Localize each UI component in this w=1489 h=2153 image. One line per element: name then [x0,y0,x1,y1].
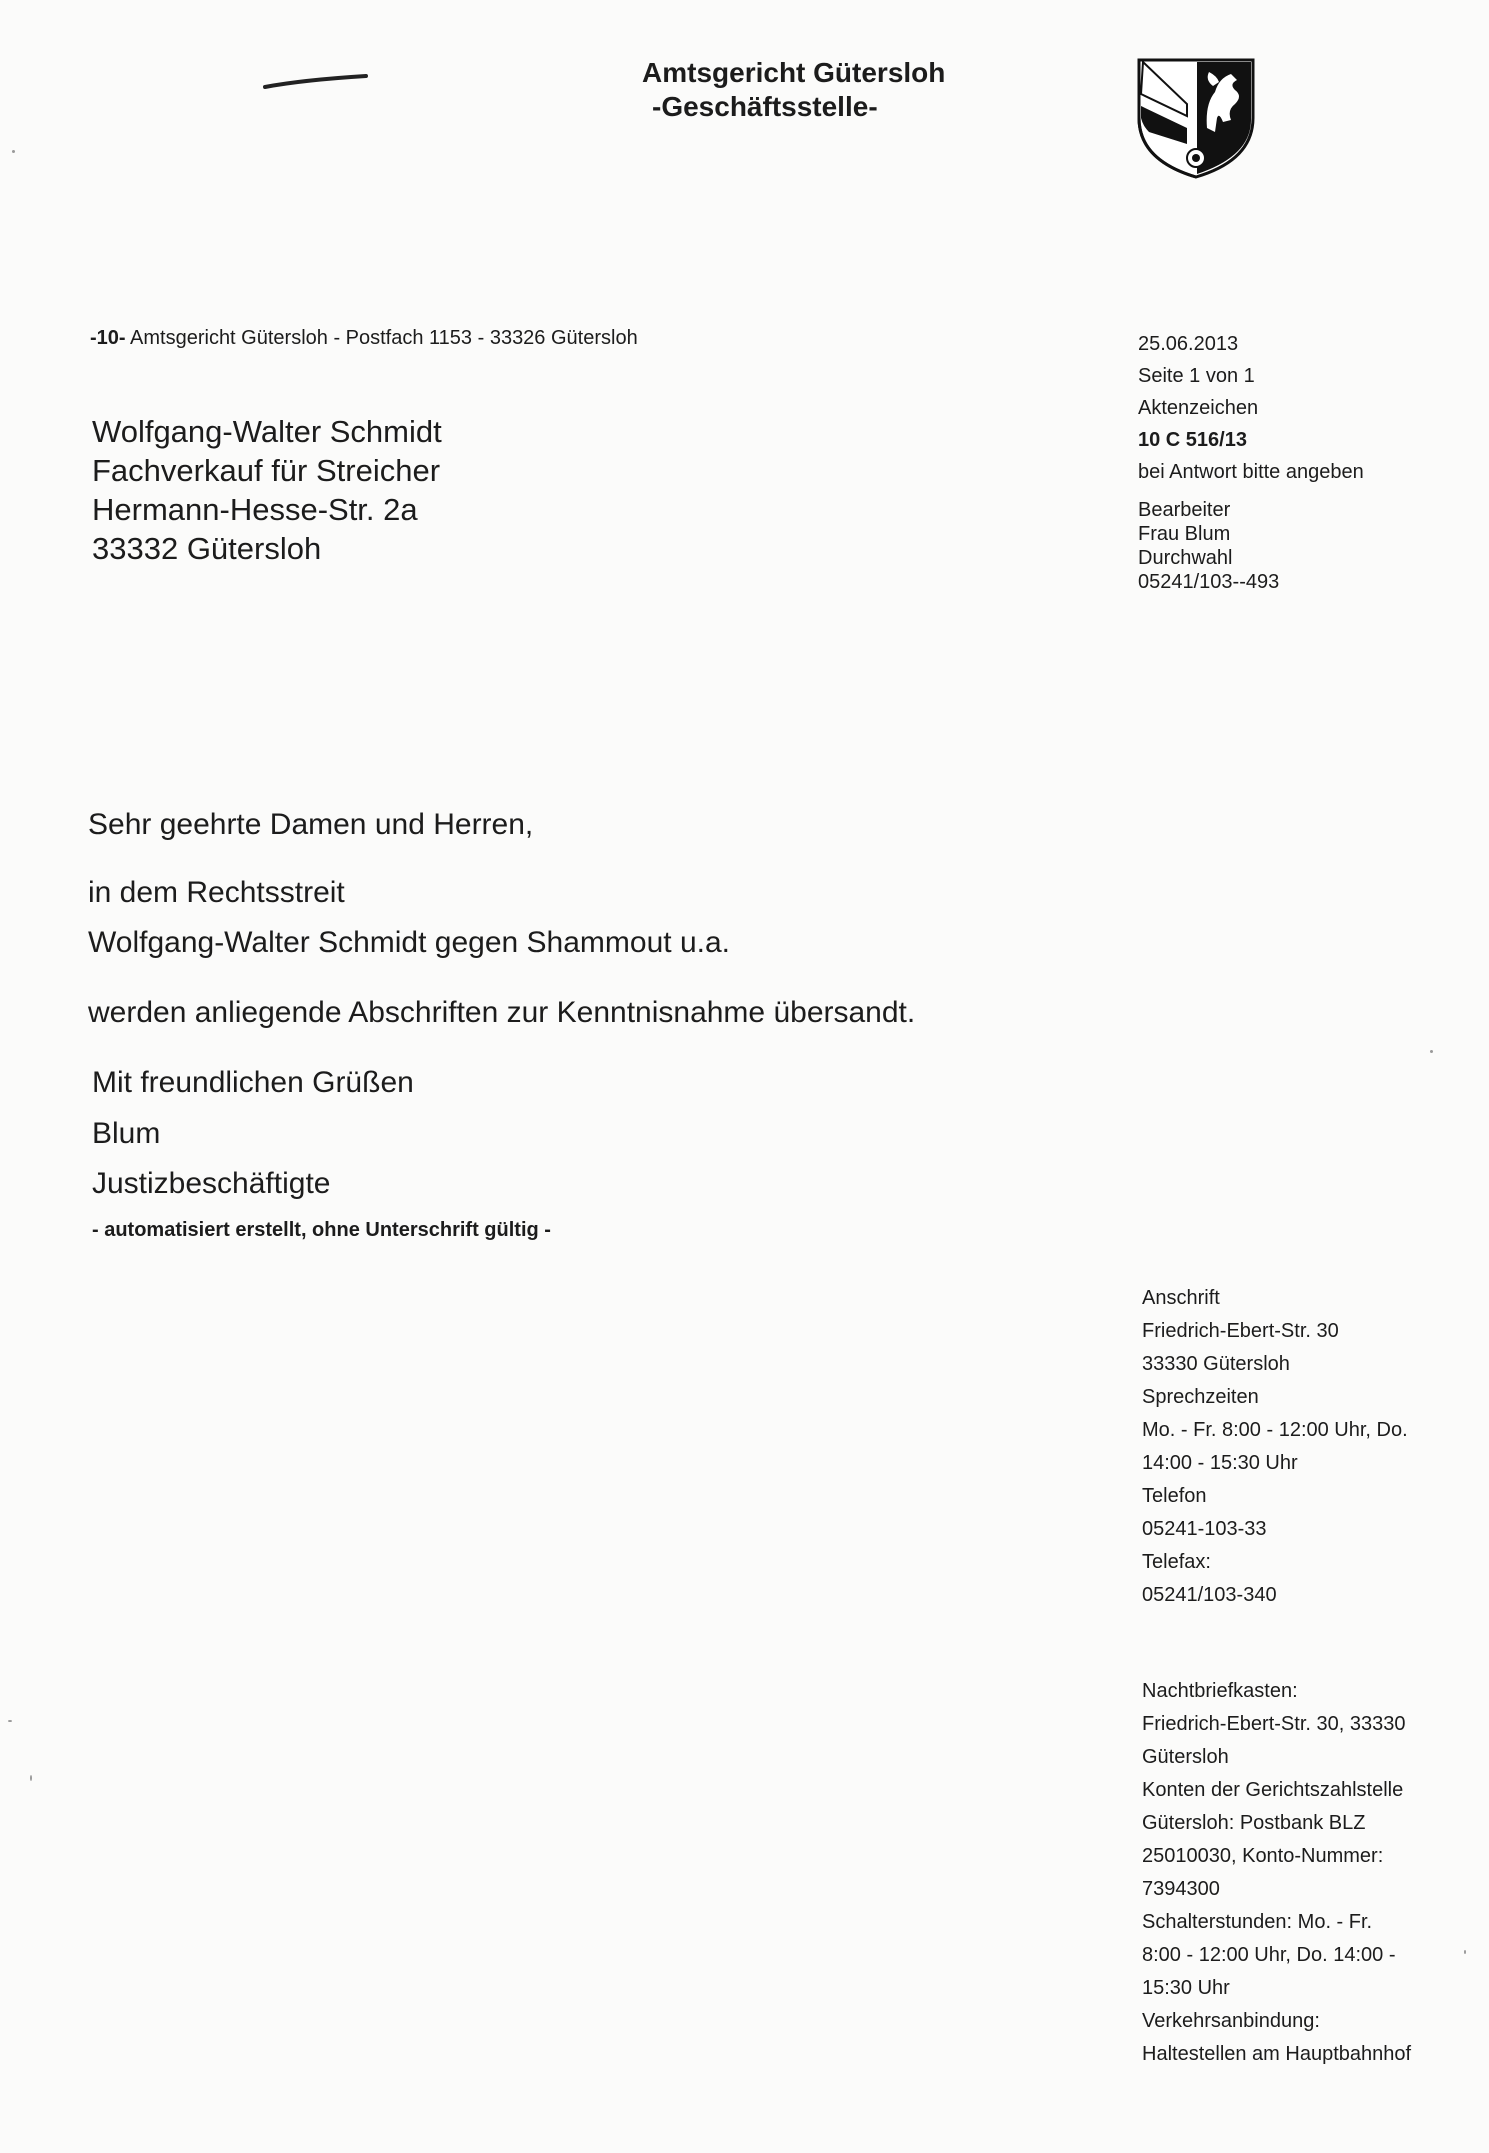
sender-address: Amtsgericht Gütersloh - Postfach 1153 - 33326 Gütersloh [125,327,638,349]
bank-line: Nachtbriefkasten: [1142,1680,1298,1702]
info-column [1138,328,1364,594]
file-reference-label: Aktenzeichen [1138,397,1259,419]
contact-line: 33330 Gütersloh [1142,1353,1290,1375]
signer-name: Blum [92,1117,161,1150]
court-contact [1142,1282,1408,1612]
recipient-name: Wolfgang-Walter Schmidt [92,414,442,449]
bank-line: Haltestellen am Hauptbahnhof [1142,2043,1412,2065]
automation-note: - automatisiert erstellt, ohne Unterschrift gültig - [92,1219,551,1241]
coat-of-arms-icon [1135,56,1257,180]
contact-line: 05241-103-33 [1142,1518,1267,1540]
contact-line: Telefax: [1142,1551,1211,1573]
file-reference-note: bei Antwort bitte angeben [1138,461,1364,483]
contact-line: Friedrich-Ebert-Str. 30 [1142,1320,1339,1342]
salutation: Sehr geehrte Damen und Herren, [88,808,534,841]
sender-return-line [90,327,638,350]
contact-line: Anschrift [1142,1287,1220,1309]
bank-line: Friedrich-Ebert-Str. 30, 33330 [1142,1713,1406,1735]
scan-speck [8,1720,12,1722]
court-name: Amtsgericht Gütersloh [642,57,946,88]
signer-title: Justizbeschäftigte [92,1167,331,1200]
sender-number: -10- [90,327,126,349]
page-indicator: Seite 1 von 1 [1138,365,1255,387]
bank-line: Verkehrsanbindung: [1142,2010,1320,2032]
letter-date: 25.06.2013 [1138,333,1239,355]
recipient-street: Hermann-Hesse-Str. 2a [92,492,418,527]
bank-line: 15:30 Uhr [1142,1977,1230,1999]
extension-label: Durchwahl [1138,547,1233,569]
bank-line: 7394300 [1142,1878,1220,1900]
closing: Mit freundlichen Grüßen [92,1066,414,1099]
bank-line: 8:00 - 12:00 Uhr, Do. 14:00 - [1142,1944,1396,1966]
bank-line: Schalterstunden: Mo. - Fr. [1142,1911,1373,1933]
scan-speck [1430,1050,1433,1053]
bank-line: Gütersloh [1142,1746,1229,1768]
pen-mark [262,72,370,92]
contact-line: 05241/103-340 [1142,1584,1277,1606]
scan-speck [12,150,15,153]
court-department: -Geschäftsstelle- [652,91,878,122]
clerk-label: Bearbeiter [1138,499,1231,521]
court-bank-info [1142,1675,1411,2071]
contact-line: Mo. - Fr. 8:00 - 12:00 Uhr, Do. [1142,1419,1408,1441]
bank-line: Konten der Gerichtszahlstelle [1142,1779,1404,1801]
case-parties: Wolfgang-Walter Schmidt gegen Shammout u.a. [88,926,730,959]
scan-speck [30,1775,32,1781]
file-reference: 10 C 516/13 [1138,429,1247,451]
case-intro: in dem Rechtsstreit [88,876,345,909]
scan-speck [1464,1950,1466,1954]
clerk-name: Frau Blum [1138,523,1231,545]
bank-line: Gütersloh: Postbank BLZ [1142,1812,1366,1834]
recipient-company: Fachverkauf für Streicher [92,453,441,488]
contact-line: 14:00 - 15:30 Uhr [1142,1452,1298,1474]
recipient-city: 33332 Gütersloh [92,531,322,566]
contact-line: Telefon [1142,1485,1207,1507]
recipient-address [92,412,442,568]
letter-message: werden anliegende Abschriften zur Kenntnisnahme übersandt. [88,996,916,1029]
bank-line: 25010030, Konto-Nummer: [1142,1845,1384,1867]
contact-line: Sprechzeiten [1142,1386,1259,1408]
extension-number: 05241/103--493 [1138,571,1280,593]
